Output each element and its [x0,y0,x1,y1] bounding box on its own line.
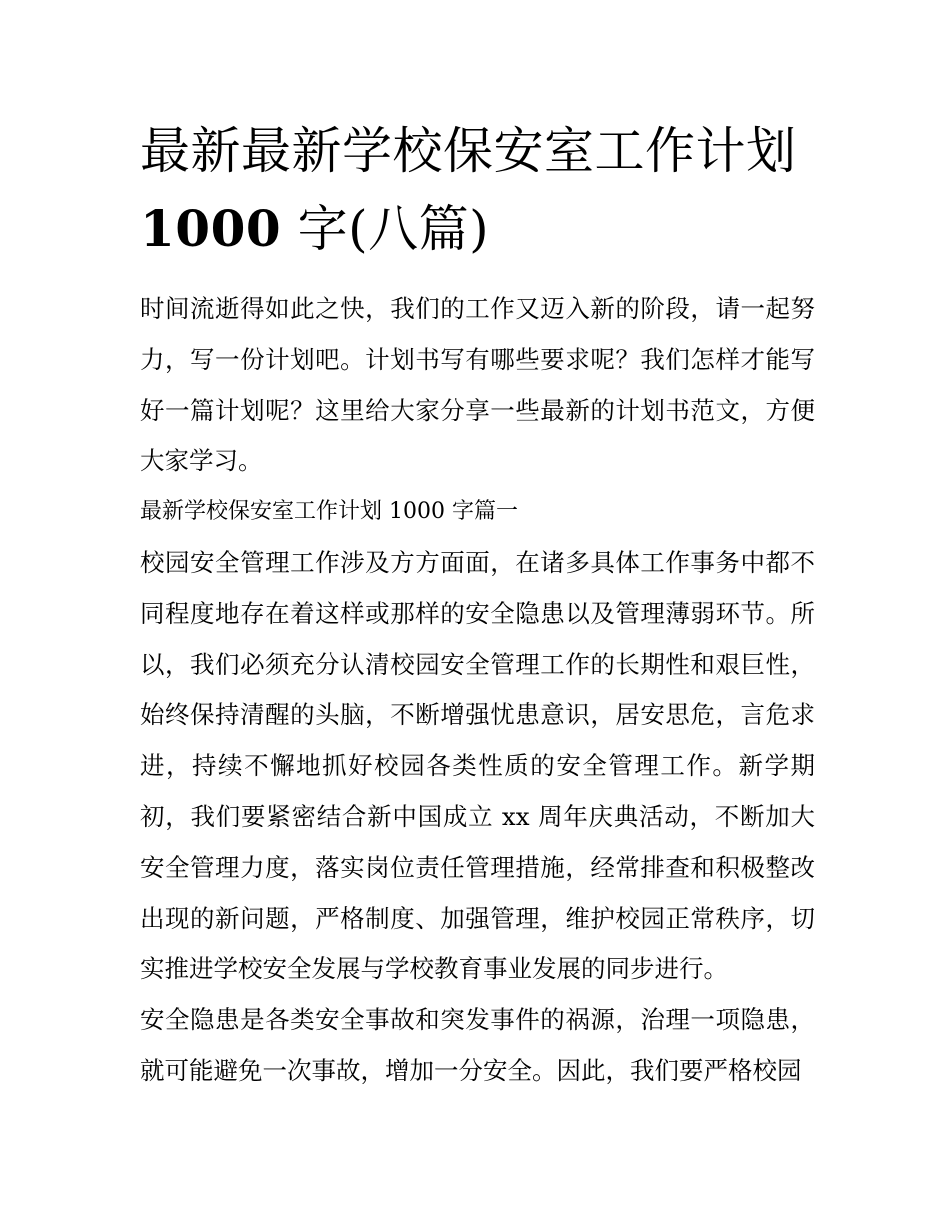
intro-paragraph: 时间流逝得如此之快，我们的工作又迈入新的阶段，请一起努力，写一份计划吧。计划书写有哪些要求呢？我们怎样才能写好一篇计划呢？这里给大家分享一些最新的计划书范文，方便大家学习。 [140,294,815,476]
body-paragraph: 校园安全管理工作涉及方方面面，在诸多具体工作事务中都不同程度地存在着这样或那样的安全隐患以及管理薄弱环节。所以，我们必须充分认清校园安全管理工作的长期性和艰巨性，始终保持清醒的头脑，不断增强忧患意识，居安思危，言危求进，持续不懈地抓好校园各类性质的安全管理工作。新学期初，我们要紧密结合新中国成立 xx 周年庆典活动，不断加大安全管理力度，落实岗位责任管理措施，经常排查和积极整改出现的新问题，严格制度、加强管理，维护校园正常秩序，切实推进学校安全发展与学校教育事业发展的同步进行。 [140,547,815,984]
title-number: 1000 [140,199,282,258]
document-page [140,112,815,1097]
document-title [140,112,815,268]
title-line-1: 最新最新学校保安室工作计划 [140,122,797,180]
title-suffix: 字(八篇) [281,200,490,258]
body-paragraph: 安全隐患是各类安全事故和突发事件的祸源，治理一项隐患，就可能避免一次事故，增加一分安全。因此，我们要严格校园 [140,1005,815,1085]
section-heading: 最新学校保安室工作计划 1000 字篇一 [140,499,518,525]
